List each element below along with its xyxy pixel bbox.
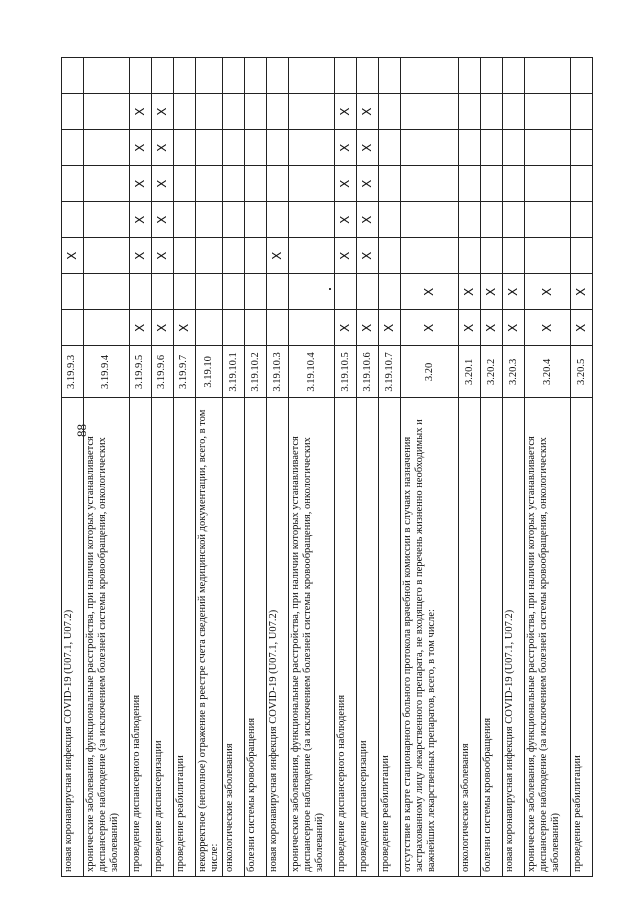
mark-cell [571, 58, 593, 94]
mark-cell [401, 58, 459, 94]
mark-cell [335, 274, 357, 310]
x-mark: X [505, 287, 520, 296]
row-code: 3.19.10.3 [267, 346, 289, 398]
mark-cell [245, 274, 267, 310]
mark-cell [130, 58, 152, 94]
x-mark: X [176, 323, 191, 332]
mark-cell [503, 94, 525, 130]
x-mark: X [337, 107, 352, 116]
x-mark: X [359, 215, 374, 224]
mark-cell [525, 310, 571, 346]
row-code: 3.20.1 [459, 346, 481, 398]
mark-cell [459, 202, 481, 238]
mark-cell [174, 238, 196, 274]
mark-cell [152, 310, 174, 346]
mark-cell [196, 130, 223, 166]
mark-cell [481, 130, 503, 166]
mark-cell [571, 166, 593, 202]
mark-cell [571, 310, 593, 346]
mark-cell [357, 166, 379, 202]
x-mark: X [337, 179, 352, 188]
mark-cell [152, 166, 174, 202]
row-description: новая коронавирусная инфекция COVID-19 (U07.1, U07.2) [267, 398, 289, 877]
row-code: 3.19.10.2 [245, 346, 267, 398]
mark-cell [379, 202, 401, 238]
mark-cell [571, 130, 593, 166]
row-code: 3.19.9.4 [84, 346, 130, 398]
mark-cell [223, 94, 245, 130]
row-description: новая коронавирусная инфекция COVID-19 (U07.1, U07.2) [503, 398, 525, 877]
table-row [267, 58, 289, 877]
x-mark: X [421, 287, 436, 296]
mark-cell [245, 94, 267, 130]
x-mark: X [337, 251, 352, 260]
mark-cell [401, 166, 459, 202]
x-mark: X [573, 287, 588, 296]
row-description: онкологические заболевания [459, 398, 481, 877]
mark-cell [503, 274, 525, 310]
row-code: 3.19.10.7 [379, 346, 401, 398]
mark-cell [174, 274, 196, 310]
row-description: отсутствие в карте стационарного больного протокола врачебной комиссии в случаях назначения застрахованному лицу лекарственного препарата, не входящего в перечень жизненно необходимых и важнейших лекарственных препаратов, всего, в том числе: [401, 398, 459, 877]
mark-cell [174, 94, 196, 130]
mark-cell [130, 238, 152, 274]
table-row [571, 58, 593, 877]
mark-cell [289, 166, 335, 202]
mark-cell [379, 94, 401, 130]
violations-table-rotated [61, 57, 588, 877]
mark-cell [379, 238, 401, 274]
row-description: онкологические заболевания [223, 398, 245, 877]
mark-cell [245, 130, 267, 166]
page-number: 88 [74, 424, 89, 437]
mark-cell [174, 58, 196, 94]
table-row [357, 58, 379, 877]
x-mark: X [132, 215, 147, 224]
mark-cell [84, 238, 130, 274]
row-description: проведение реабилитации [379, 398, 401, 877]
mark-cell [130, 166, 152, 202]
mark-cell [245, 310, 267, 346]
mark-cell [223, 310, 245, 346]
x-mark: X [132, 107, 147, 116]
row-code: 3.20.3 [503, 346, 525, 398]
table-row [525, 58, 571, 877]
mark-cell [84, 94, 130, 130]
x-mark: X [154, 251, 169, 260]
mark-cell [481, 310, 503, 346]
mark-cell [245, 58, 267, 94]
row-description: некорректное (неполное) отражение в реестре счета сведений медицинской документации, всего, в том числе: [196, 398, 223, 877]
mark-cell [459, 94, 481, 130]
row-description: проведение диспансеризации [357, 398, 379, 877]
table-row [245, 58, 267, 877]
mark-cell [62, 202, 84, 238]
table-row [174, 58, 196, 877]
mark-cell [481, 166, 503, 202]
mark-cell [267, 310, 289, 346]
mark-cell [196, 310, 223, 346]
row-code: 3.19.9.7 [174, 346, 196, 398]
table-row [152, 58, 174, 877]
row-description: болезни системы кровообращения [245, 398, 267, 877]
mark-cell [379, 166, 401, 202]
x-mark: X [461, 323, 476, 332]
mark-cell [245, 166, 267, 202]
table-body [62, 58, 593, 877]
row-description: хронические заболевания, функциональные расстройства, при наличии которых устанавливается диспансерное наблюдение (за исключением болезней системы кровообращения, онкологических заболеваний) [525, 398, 571, 877]
mark-cell [481, 238, 503, 274]
mark-cell [84, 58, 130, 94]
mark-cell [84, 310, 130, 346]
x-mark: X [483, 287, 498, 296]
mark-cell [289, 310, 335, 346]
mark-cell [62, 94, 84, 130]
x-mark: X [483, 323, 498, 332]
mark-cell [401, 202, 459, 238]
mark-cell [289, 94, 335, 130]
mark-cell [152, 202, 174, 238]
mark-cell [196, 202, 223, 238]
x-mark: X [337, 143, 352, 152]
mark-cell [267, 238, 289, 274]
x-mark: X [359, 323, 374, 332]
row-code: 3.19.10.6 [357, 346, 379, 398]
mark-cell [503, 202, 525, 238]
mark-cell [174, 310, 196, 346]
mark-cell [571, 274, 593, 310]
mark-cell [503, 310, 525, 346]
mark-cell [174, 202, 196, 238]
mark-cell [525, 130, 571, 166]
mark-cell [481, 274, 503, 310]
violations-table [61, 57, 593, 877]
mark-cell [503, 238, 525, 274]
mark-cell [289, 274, 335, 310]
mark-cell [401, 274, 459, 310]
mark-cell [525, 58, 571, 94]
mark-cell [289, 130, 335, 166]
row-code: 3.20.2 [481, 346, 503, 398]
table-row [459, 58, 481, 877]
x-mark: X [359, 143, 374, 152]
table-row [401, 58, 459, 877]
x-mark: X [539, 287, 554, 296]
row-code: 3.19.9.6 [152, 346, 174, 398]
mark-cell [503, 58, 525, 94]
row-code: 3.19.10 [196, 346, 223, 398]
mark-cell [379, 274, 401, 310]
row-description: новая коронавирусная инфекция COVID-19 (U07.1, U07.2) [62, 398, 84, 877]
x-mark: X [359, 179, 374, 188]
mark-cell [62, 166, 84, 202]
row-code: 3.20.4 [525, 346, 571, 398]
mark-cell [267, 274, 289, 310]
x-mark: X [337, 215, 352, 224]
mark-cell [357, 130, 379, 166]
mark-cell [267, 166, 289, 202]
table-row [223, 58, 245, 877]
row-description: хронические заболевания, функциональные расстройства, при наличии которых устанавливается диспансерное наблюдение (за исключением болезней системы кровообращения, онкологических заболеваний) [84, 398, 130, 877]
mark-cell [503, 166, 525, 202]
row-description: проведение диспансеризации [152, 398, 174, 877]
mark-cell [130, 310, 152, 346]
x-mark: X [64, 251, 79, 260]
table-row [379, 58, 401, 877]
mark-cell [152, 274, 174, 310]
mark-cell [267, 130, 289, 166]
mark-cell [223, 130, 245, 166]
mark-cell [62, 58, 84, 94]
mark-cell [357, 202, 379, 238]
mark-cell [571, 238, 593, 274]
x-mark: X [381, 323, 396, 332]
mark-cell [62, 130, 84, 166]
mark-cell [571, 94, 593, 130]
mark-cell [84, 274, 130, 310]
x-mark: X [461, 287, 476, 296]
row-description: болезни системы кровообращения [481, 398, 503, 877]
mark-cell [267, 94, 289, 130]
table-row [481, 58, 503, 877]
table-row [289, 58, 335, 877]
mark-cell [289, 58, 335, 94]
mark-cell [245, 202, 267, 238]
table-row [196, 58, 223, 877]
mark-cell [62, 274, 84, 310]
mark-cell [335, 238, 357, 274]
x-mark: X [359, 107, 374, 116]
mark-cell [525, 166, 571, 202]
mark-cell [401, 310, 459, 346]
mark-cell [62, 310, 84, 346]
mark-cell [335, 310, 357, 346]
x-mark: X [132, 251, 147, 260]
mark-cell [503, 130, 525, 166]
x-mark: X [154, 323, 169, 332]
mark-cell [130, 274, 152, 310]
mark-cell [196, 58, 223, 94]
mark-cell [459, 58, 481, 94]
table-row [62, 58, 84, 877]
mark-cell [335, 58, 357, 94]
x-mark: X [132, 143, 147, 152]
mark-cell [62, 238, 84, 274]
x-mark: X [132, 323, 147, 332]
mark-cell [401, 238, 459, 274]
x-mark: X [154, 107, 169, 116]
row-description: хронические заболевания, функциональные расстройства, при наличии которых устанавливается диспансерное наблюдение (за исключением болезней системы кровообращения, онкологических заболеваний) [289, 398, 335, 877]
x-mark: X [421, 323, 436, 332]
x-mark: X [269, 251, 284, 260]
mark-cell [335, 202, 357, 238]
mark-cell [152, 58, 174, 94]
x-mark: X [337, 323, 352, 332]
mark-cell [401, 130, 459, 166]
row-code: 3.19.10.1 [223, 346, 245, 398]
mark-cell [174, 130, 196, 166]
x-mark: X [359, 251, 374, 260]
mark-cell [459, 274, 481, 310]
mark-cell [357, 310, 379, 346]
mark-cell [130, 202, 152, 238]
mark-cell [401, 94, 459, 130]
mark-cell [267, 202, 289, 238]
table-row [84, 58, 130, 877]
mark-cell [84, 202, 130, 238]
mark-cell [481, 58, 503, 94]
x-mark: X [154, 143, 169, 152]
mark-cell [335, 166, 357, 202]
row-code: 3.20.5 [571, 346, 593, 398]
mark-cell [459, 238, 481, 274]
row-code: 3.19.10.5 [335, 346, 357, 398]
mark-cell [84, 166, 130, 202]
row-code: 3.19.9.3 [62, 346, 84, 398]
mark-cell [379, 58, 401, 94]
mark-cell [357, 238, 379, 274]
mark-cell [525, 202, 571, 238]
mark-cell [357, 58, 379, 94]
mark-cell [459, 166, 481, 202]
mark-cell [289, 238, 335, 274]
x-mark: X [154, 179, 169, 188]
x-mark: X [573, 323, 588, 332]
mark-cell [335, 94, 357, 130]
mark-cell [289, 202, 335, 238]
mark-cell [335, 130, 357, 166]
row-description: проведение реабилитации [174, 398, 196, 877]
mark-cell [130, 94, 152, 130]
mark-cell [245, 238, 267, 274]
mark-cell [379, 130, 401, 166]
mark-cell [84, 130, 130, 166]
table-row [335, 58, 357, 877]
mark-cell [174, 166, 196, 202]
mark-cell [196, 94, 223, 130]
mark-cell [267, 58, 289, 94]
table-row [130, 58, 152, 877]
mark-cell [223, 58, 245, 94]
mark-cell [152, 94, 174, 130]
mark-cell [481, 202, 503, 238]
mark-cell [379, 310, 401, 346]
mark-cell [571, 202, 593, 238]
row-description: проведение диспансерного наблюдения [130, 398, 152, 877]
mark-cell [459, 130, 481, 166]
mark-cell [152, 238, 174, 274]
mark-cell [196, 274, 223, 310]
mark-cell [525, 274, 571, 310]
x-mark: X [539, 323, 554, 332]
mark-cell [481, 94, 503, 130]
mark-cell [152, 130, 174, 166]
row-code: 3.19.9.5 [130, 346, 152, 398]
mark-cell [357, 274, 379, 310]
row-code: 3.19.10.4 [289, 346, 335, 398]
mark-cell [459, 310, 481, 346]
mark-cell [357, 94, 379, 130]
x-mark: X [505, 323, 520, 332]
mark-cell [223, 166, 245, 202]
mark-cell [223, 202, 245, 238]
row-description: проведение реабилитации [571, 398, 593, 877]
row-description: проведение диспансерного наблюдения [335, 398, 357, 877]
mark-cell [525, 94, 571, 130]
mark-cell [196, 166, 223, 202]
x-mark: X [154, 215, 169, 224]
mark-cell [130, 130, 152, 166]
row-code: 3.20 [401, 346, 459, 398]
mark-cell [196, 238, 223, 274]
mark-cell [525, 238, 571, 274]
mark-cell [223, 274, 245, 310]
mark-cell [223, 238, 245, 274]
table-row [503, 58, 525, 877]
x-mark: X [132, 179, 147, 188]
